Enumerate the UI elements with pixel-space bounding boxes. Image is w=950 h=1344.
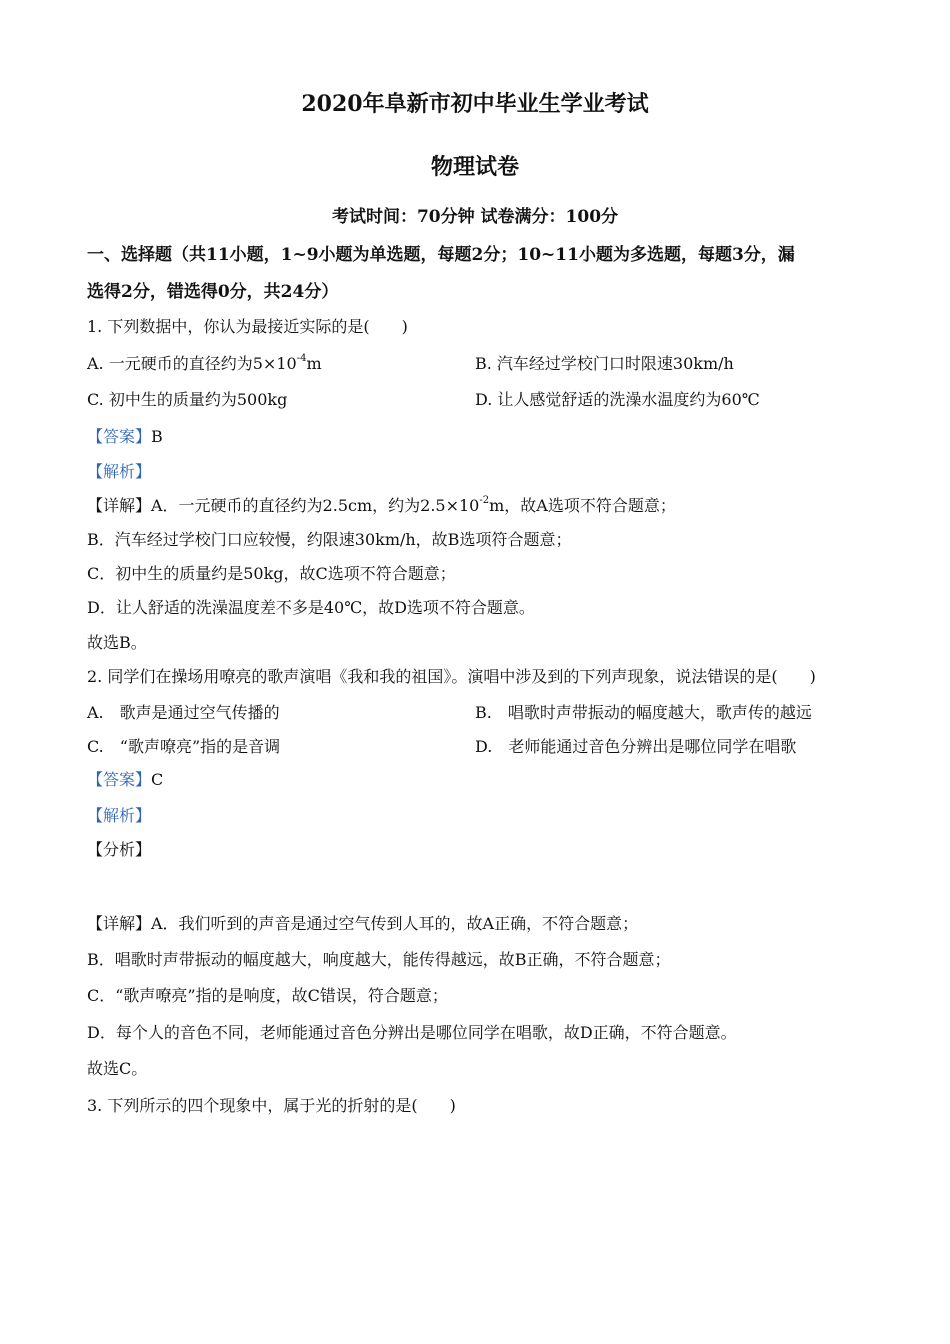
exam-info: 考试时间：70分钟 试卷满分：100分: [331, 207, 619, 227]
q2-analysis-tag: 【解析】: [87, 806, 152, 825]
q1-answer: [87, 427, 163, 447]
section-heading-line2: 选得2分，错选得0分，共24分）: [87, 282, 339, 302]
q1-detail-a-exponent: -2: [479, 494, 490, 506]
q2-fenxi-tag: 【分析】: [87, 840, 152, 859]
q2-detail-d: D．每个人的音色不同，老师能通过音色分辨出是哪位同学在唱歌，故D正确，不符合题意。: [87, 1023, 737, 1042]
q1-option-a: [87, 354, 322, 374]
q1-analysis-tag: 【解析】: [87, 462, 152, 481]
q2-answer-value: C: [151, 770, 164, 789]
q1-option-b: B. 汽车经过学校门口时限速30km/h: [475, 354, 734, 373]
q1-detail-a: [87, 496, 676, 516]
q1-detail-b: B．汽车经过学校门口应较慢，约限速30km/h，故B选项符合题意；: [87, 530, 572, 549]
q2-detail-c: C．“歌声嘹亮”指的是响度，故C错误，符合题意；: [87, 986, 448, 1005]
q2-detail-a: 【详解】A．我们听到的声音是通过空气传到人耳的，故A正确，不符合题意；: [87, 914, 639, 933]
subject-title: 物理试卷: [430, 154, 519, 180]
q2-conclusion: 故选C。: [87, 1059, 148, 1078]
q2-stem: 2. 同学们在操场用嘹亮的歌声演唱《我和我的祖国》。演唱中涉及到的下列声现象，说法错误的是( ): [87, 667, 816, 686]
q2-option-c: C. “歌声嘹亮”指的是音调: [87, 737, 281, 756]
q3-stem: 3. 下列所示的四个现象中，属于光的折射的是( ): [87, 1096, 456, 1115]
q1-option-a-exponent: -4: [296, 352, 307, 364]
q1-option-c: C. 初中生的质量约为500kg: [87, 390, 288, 409]
q1-detail-a-text: 【详解】A．一元硬币的直径约为2.5cm，约为2.5×10: [87, 496, 480, 515]
q1-detail-a-rest: m，故A选项不符合题意；: [489, 496, 676, 515]
q2-option-b: B. 唱歌时声带振动的幅度越大，歌声传的越远: [475, 703, 812, 722]
q1-conclusion: 故选B。: [87, 633, 147, 652]
q1-stem: 1. 下列数据中，你认为最接近实际的是( ): [87, 317, 408, 336]
q2-answer-tag: 【答案】: [87, 770, 152, 789]
q1-option-a-unit: m: [306, 354, 322, 373]
exam-title: 2020年阜新市初中毕业生学业考试: [301, 91, 649, 117]
q1-option-a-text: A. 一元硬币的直径约为5×10: [87, 354, 297, 373]
q1-option-d: D. 让人感觉舒适的洗澡水温度约为60℃: [475, 390, 760, 409]
q1-detail-c: C．初中生的质量约是50kg，故C选项不符合题意；: [87, 564, 456, 583]
q2-detail-b: B．唱歌时声带振动的幅度越大，响度越大，能传得越远，故B正确，不符合题意；: [87, 950, 671, 969]
q1-answer-value: B: [151, 427, 163, 446]
q1-answer-tag: 【答案】: [87, 427, 152, 446]
q2-option-d: D. 老师能通过音色分辨出是哪位同学在唱歌: [475, 737, 797, 756]
q2-answer: [87, 770, 163, 790]
q1-detail-d: D．让人舒适的洗澡温度差不多是40℃，故D选项不符合题意。: [87, 598, 535, 617]
section-heading-line1: 一、选择题（共11小题，1~9小题为单选题，每题2分；10~11小题为多选题，每题3分，漏: [87, 245, 795, 265]
q2-option-a: A. 歌声是通过空气传播的: [87, 703, 280, 722]
